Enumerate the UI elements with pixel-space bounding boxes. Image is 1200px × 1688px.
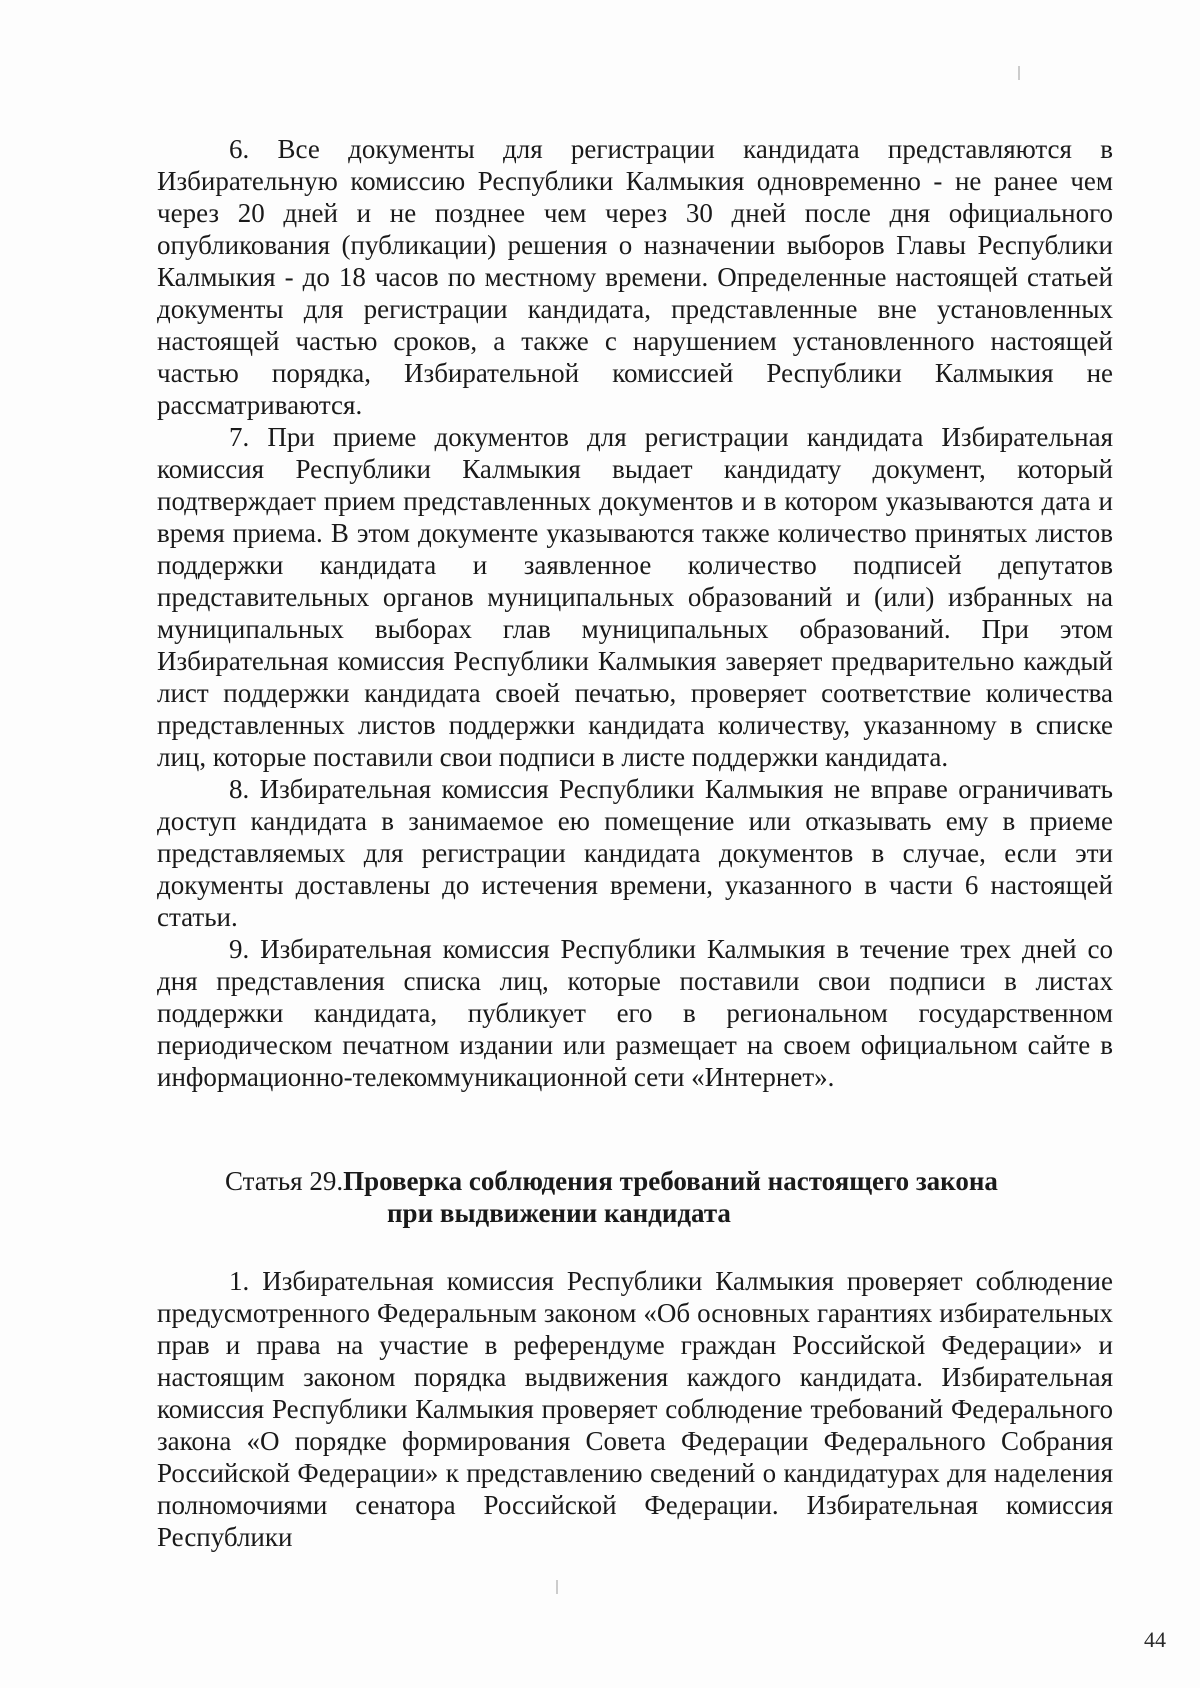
paragraph-8: 8. Избирательная комиссия Республики Калмыкия не вправе ограничивать доступ кандидата в занимаемое ею помещение или отказывать ему в приеме представляемых для регистрации кандидата документов в случае, если эти документы доставлены до истечения времени, указанного в части 6 настоящей статьи. [157,774,1113,932]
article-28-continuation [157,133,1113,1093]
scan-artifact-bottom [556,1580,558,1594]
scan-artifact-top [1018,66,1020,80]
paragraph-6: 6. Все документы для регистрации кандидата представляются в Избирательную комиссию Республики Калмыкия одновременно - не ранее чем через 20 дней и не позднее чем через 30 дней после дня официального опубликования (публикации) решения о назначении выборов Главы Республики Калмыкия - до 18 часов по местному времени. Определенные настоящей статьей документы для регистрации кандидата, представленные вне установленных настоящей частью сроков, а также с нарушением установленного настоящей частью порядка, Избирательной комиссией Республики Калмыкия не рассматриваются. [157,134,1113,420]
paragraph-1: 1. Избирательная комиссия Республики Калмыкия проверяет соблюдение предусмотренного Федеральным законом «Об основных гарантиях избирательных прав и права на участие в референдуме граждан Российской Федерации» и настоящим законом порядка выдвижения каждого кандидата. Избирательная комиссия Республики Калмыкия проверяет соблюдение требований Федерального закона «О порядке формирования Совета Федерации Федерального Собрания Российской Федерации» к представлению сведений о кандидатурах для наделения полномочиями сенатора Российской Федерации. Избирательная комиссия Республики [157,1266,1113,1552]
article-heading [157,1165,1113,1229]
article-29-body [157,1265,1113,1553]
paragraph-7: 7. При приеме документов для регистрации кандидата Избирательная комиссия Республики Калмыкия выдает кандидату документ, который подтверждает прием представленных документов и в котором указываются дата и время приема. В этом документе указываются также количество принятых листов поддержки кандидата и заявленное количество подписей депутатов представительных органов муниципальных образований и (или) избранных на муниципальных выборах глав муниципальных образований. При этом Избирательная комиссия Республики Калмыкия заверяет предварительно каждый лист поддержки кандидата своей печатью, проверяет соответствие количества представленных листов поддержки кандидата количеству, указанному в списке лиц, которые поставили свои подписи в листе поддержки кандидата. [157,422,1113,772]
article-heading-row [157,1165,1113,1197]
page-number: 44 [1144,1627,1166,1652]
article-title-line-2: при выдвижении кандидата [387,1198,731,1228]
paragraph-9: 9. Избирательная комиссия Республики Калмыкия в течение трех дней со дня представления списка лиц, которые поставили свои подписи в листах поддержки кандидата, публикует его в региональном государственном периодическом печатном издании или размещает на своем официальном сайте в информационно-телекоммуникационной сети «Интернет». [157,934,1113,1092]
article-title-line-1: Проверка соблюдения требований настоящего закона [343,1166,998,1196]
article-number: Статья 29. [225,1166,344,1196]
